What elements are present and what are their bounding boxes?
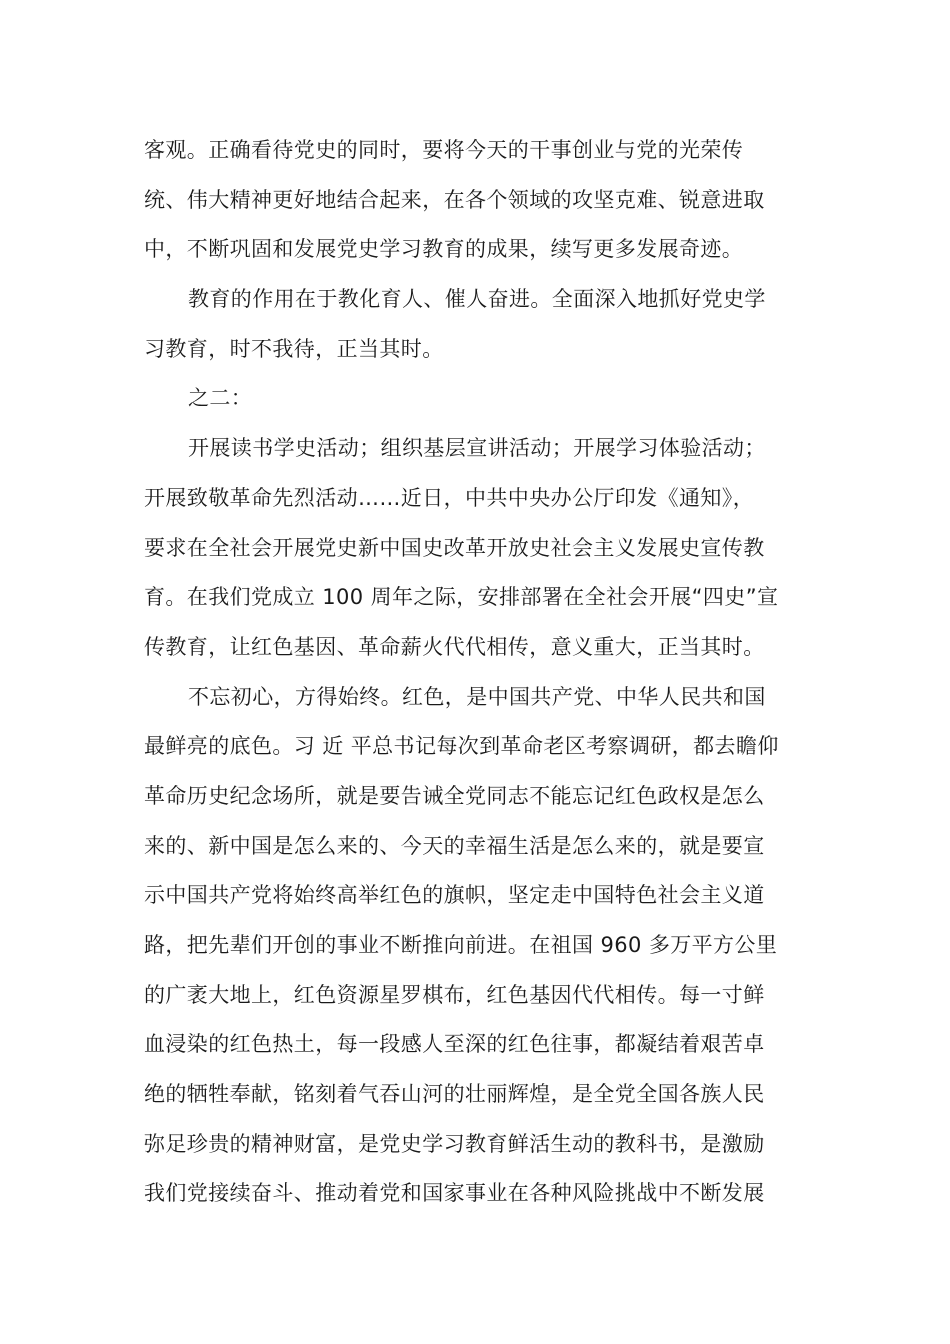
text-line: 传教育，让红色基因、革命薪火代代相传，意义重大，正当其时。 bbox=[144, 634, 765, 659]
text-line: 客观。正确看待党史的同时，要将今天的干事创业与党的光荣传 bbox=[144, 138, 744, 162]
text-line: 最鲜亮的底色。习 近 平总书记每次到革命老区考察调研，都去瞻仰 bbox=[144, 734, 779, 759]
text-line: 育。在我们党成立 100 周年之际，安排部署在全社会开展“四史”宣 bbox=[144, 585, 779, 610]
text-line: 我们党接续奋斗、推动着党和国家事业在各种风险挑战中不断发展 bbox=[144, 1181, 765, 1206]
text-line: 中，不断巩固和发展党史学习教育的成果，续写更多发展奇迹。 bbox=[144, 237, 744, 262]
text-line: 血浸染的红色热土，每一段感人至深的红色往事，都凝结着艰苦卓 bbox=[144, 1032, 765, 1057]
text-line: 弥足珍贵的精神财富，是党史学习教育鲜活生动的教科书，是激励 bbox=[144, 1131, 765, 1156]
text-line: 开展致敬革命先烈活动……近日，中共中央办公厅印发《通知》， bbox=[144, 485, 755, 510]
paragraph-first-line: 开展读书学史活动；组织基层宣讲活动；开展学习体验活动； bbox=[188, 436, 766, 461]
document-body bbox=[144, 126, 808, 1219]
paragraph-first-line: 不忘初心，方得始终。红色，是中国共产党、中华人民共和国 bbox=[188, 684, 766, 709]
text-line: 革命历史纪念场所，就是要告诫全党同志不能忘记红色政权是怎么 bbox=[144, 783, 765, 808]
text-line: 的广袤大地上，红色资源星罗棋布，红色基因代代相传。每一寸鲜 bbox=[144, 982, 765, 1007]
text-line: 绝的牺牲奉献，铭刻着气吞山河的壮丽辉煌，是全党全国各族人民 bbox=[144, 1082, 765, 1107]
text-line: 示中国共产党将始终高举红色的旗帜，坚定走中国特色社会主义道 bbox=[144, 883, 765, 908]
section-heading: 之二： bbox=[188, 386, 253, 411]
paragraph-first-line: 教育的作用在于教化育人、催人奋进。全面深入地抓好党史学 bbox=[188, 287, 766, 312]
text-line: 统、伟大精神更好地结合起来，在各个领域的攻坚克难、锐意进取 bbox=[144, 187, 765, 212]
text-line: 路，把先辈们开创的事业不断推向前进。在祖国 960 多万平方公里 bbox=[144, 933, 778, 957]
text-line: 要求在全社会开展党史新中国史改革开放史社会主义发展史宣传教 bbox=[144, 535, 765, 560]
text-line: 来的、新中国是怎么来的、今天的幸福生活是怎么来的，就是要宣 bbox=[144, 833, 765, 858]
text-line: 习教育，时不我待，正当其时。 bbox=[144, 336, 444, 361]
